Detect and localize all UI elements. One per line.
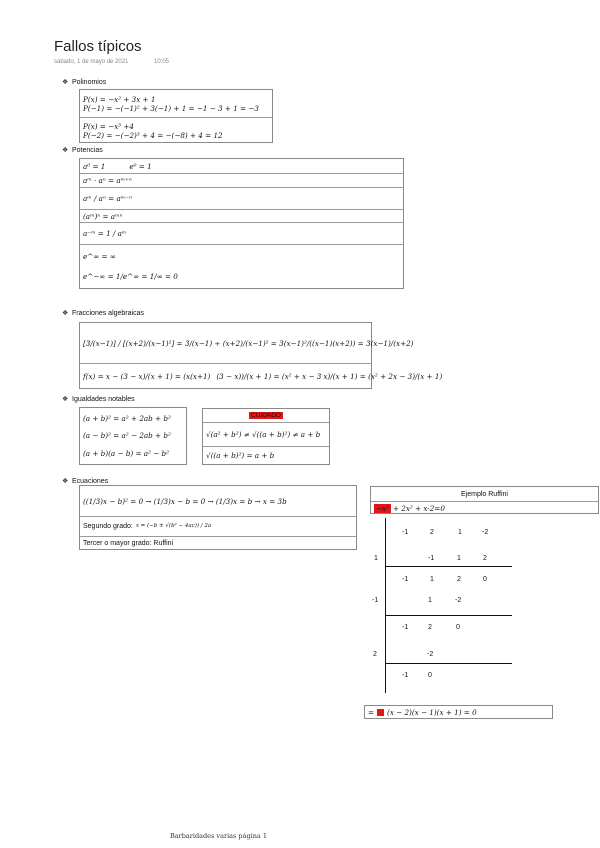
potencia-e-menos-infinito: e^−∞ = 1/e^∞ = 1/∞ = 0 — [83, 271, 178, 281]
ruffini-root: 2 — [373, 651, 377, 658]
ruffini-eq-highlight: −x³ — [376, 503, 389, 513]
ruffini-eq-rest: + 2x² + x-2=0 — [392, 503, 445, 513]
ruffini-result-equals: = — [368, 707, 375, 717]
ruffini-cell: -2 — [482, 529, 489, 536]
ruffini-title-row — [371, 487, 598, 501]
section-polinomios — [62, 78, 106, 86]
section-fracciones-label: Fracciones algebraicas — [72, 309, 144, 317]
section-potencias-label: Potencias — [72, 146, 103, 154]
ruffini-title: Ejemplo Ruffini — [461, 490, 508, 498]
section-polinomios-label: Polinomios — [72, 78, 107, 86]
igualdades-box — [79, 407, 187, 465]
polinomio-def-2: P(x) = −x³ +4 — [83, 121, 134, 131]
ruffini-cell: 0 — [428, 672, 432, 679]
ruffini-cell: -1 — [402, 672, 409, 679]
potencias-row — [80, 159, 403, 173]
potencia-cero-a: a⁰ = 1 — [83, 161, 106, 171]
diamond-bullet-icon: ❖ — [62, 396, 69, 403]
ruffini-root: -1 — [372, 597, 379, 604]
segundo-grado-formula: x = (−b ± √(b² − 4ac)) / 2a — [135, 523, 212, 529]
section-igualdades-label: Igualdades notables — [72, 395, 135, 403]
ruffini-h-line — [385, 663, 512, 664]
potencias-row — [80, 209, 403, 222]
igualdad-suma-por-diferencia: (a + b)(a − b) = a² − b² — [83, 448, 170, 458]
ruffini-cell: 2 — [428, 624, 432, 631]
polinomios-row — [80, 117, 272, 143]
potencia-e-infinito: e^∞ = ∞ — [83, 252, 116, 262]
cuidado-raiz-cuadrado: √((a + b)²) = a + b — [206, 451, 275, 460]
fracciones-table — [79, 322, 443, 389]
ruffini-result-factors: (x − 2)(x − 1)(x + 1) = 0 — [387, 707, 477, 717]
diamond-bullet-icon: ❖ — [62, 147, 69, 154]
cuidado-label: CUIDADO — [251, 412, 281, 419]
cuidado-raiz-suma: √(a² + b²) ≠ √((a + b)²) ≠ a + b — [206, 430, 321, 439]
ecuaciones-row — [80, 486, 356, 516]
ruffini-cell: 1 — [457, 555, 461, 562]
section-ecuaciones — [62, 477, 108, 485]
diamond-bullet-icon: ❖ — [62, 310, 69, 317]
section-ecuaciones-label: Ecuaciones — [72, 477, 109, 485]
potencia-negativa: a⁻ᵐ = 1 / aᵐ — [83, 229, 127, 238]
ruffini-h-line — [385, 615, 512, 616]
igualdad-cuadrado-suma: (a + b)² = a² + 2ab + b² — [83, 414, 171, 424]
potencias-row — [80, 244, 403, 288]
page-footer: Barbaridades varias página 1 — [170, 832, 267, 840]
cuidado-row — [203, 446, 329, 464]
fraccion-resta-2: (3 − x))/(x + 1) = (x² + x − 3 — [216, 372, 322, 381]
ecuaciones-row — [80, 536, 356, 550]
ruffini-root: 1 — [374, 555, 378, 562]
cuidado-box — [202, 408, 330, 465]
fraccion-division: [3/(x−1)] / [(x+2)/(x−1)²] = 3/(x−1) ÷ (x+2)/(x−1)² = 3(x−1)²/((x−1)(x+2)) = 3(x−1)/(x+2) — [83, 338, 414, 348]
fraccion-resta-3: x)/(x + 1) = (x² + 2x − 3)/(x + 1) — [323, 372, 443, 381]
ruffini-cell: -1 — [402, 624, 409, 631]
potencias-row — [80, 187, 403, 209]
section-potencias — [62, 146, 103, 154]
ruffini-cell: 1 — [430, 576, 434, 583]
potencias-row — [80, 173, 403, 187]
section-fracciones — [62, 309, 144, 317]
ruffini-vertical-line — [385, 518, 386, 693]
ruffini-cell: -2 — [455, 597, 462, 604]
fracciones-row — [80, 363, 443, 389]
potencia-de-potencia: (aᵐ)ⁿ = aᵐⁿ — [83, 211, 123, 221]
ruffini-cell: -1 — [402, 576, 409, 583]
ruffini-cell: 2 — [430, 529, 434, 536]
potencias-row — [80, 222, 403, 244]
ruffini-cell: 2 — [483, 555, 487, 562]
ruffini-h-line — [385, 566, 512, 567]
ruffini-cell: 0 — [456, 624, 460, 631]
ecuaciones-row — [80, 516, 356, 536]
diamond-bullet-icon: ❖ — [62, 478, 69, 485]
ruffini-cell: 1 — [428, 597, 432, 604]
ruffini-table — [370, 518, 520, 693]
potencia-producto: aᵐ · aⁿ = aᵐ⁺ⁿ — [83, 176, 132, 185]
cuidado-header — [203, 409, 329, 422]
ruffini-cell: -2 — [427, 651, 434, 658]
highlight-mark — [377, 709, 384, 716]
page-time: 10:05 — [154, 59, 170, 65]
diamond-bullet-icon: ❖ — [62, 79, 69, 86]
page-title: Fallos típicos — [54, 38, 142, 55]
fraccion-resta-1: f(x) = x − (3 − x)/(x + 1) = (x(x+1) — [83, 372, 211, 381]
polinomio-def-1: P(x) = −x² + 3x + 1 — [83, 94, 156, 104]
polinomio-eval-1: P(−1) = −(−1)² + 3(−1) + 1 = −1 − 3 + 1 = −3 — [83, 103, 259, 113]
polinomios-row — [80, 90, 272, 117]
ruffini-cell: 1 — [458, 529, 462, 536]
ecuaciones-table — [79, 485, 357, 550]
potencia-cero-e: e⁰ = 1 — [129, 161, 152, 171]
polinomio-eval-2: P(−2) = −(−2)³ + 4 = −(−8) + 4 = 12 — [83, 130, 223, 140]
ruffini-cell: 2 — [457, 576, 461, 583]
ruffini-header-box — [370, 486, 599, 514]
potencias-table — [79, 158, 404, 289]
ecuacion-cuadrado: ((1/3)x − b)² = 0 → (1/3)x − b = 0 → (1/3)x = b → x = 3b — [83, 496, 287, 506]
segundo-grado-label: Segundo grado: — [83, 523, 133, 530]
polinomios-table — [79, 89, 273, 143]
potencia-cociente: aᵐ / aⁿ = aᵐ⁻ⁿ — [83, 194, 132, 203]
ruffini-eq-row — [371, 501, 598, 514]
ruffini-result-box — [364, 705, 553, 719]
section-igualdades — [62, 395, 135, 403]
igualdad-cuadrado-resta: (a − b)² = a² − 2ab + b² — [83, 431, 171, 441]
fracciones-row — [80, 323, 414, 363]
tercer-grado-label: Tercer o mayor grado: Ruffini — [83, 540, 174, 547]
cuidado-row — [203, 422, 329, 446]
ruffini-cell: 0 — [483, 576, 487, 583]
ruffini-cell: -1 — [428, 555, 435, 562]
ruffini-cell: -1 — [402, 529, 409, 536]
page-date: sábado, 1 de mayo de 2021 — [54, 59, 129, 65]
